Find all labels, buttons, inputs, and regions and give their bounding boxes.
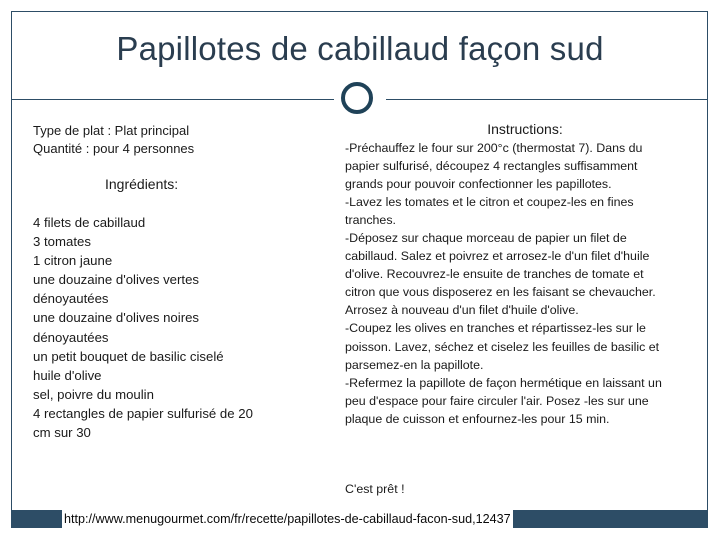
ingredients-list <box>33 213 273 442</box>
instructions-heading: Instructions: <box>487 121 563 137</box>
instruction-step: -Déposez sur chaque morceau de papier un filet de cabillaud. Salez et poivrez et arrosez-le d'un filet d'huile d'olive. Recouvrez-le ensuite de tranches de tomate et citron que vous disposerez en les faisant se chevaucher. Arrosez à nouveau d'un filet d'huile d'olive. <box>345 231 656 318</box>
circle-ornament-icon <box>341 82 373 114</box>
list-item: 3 tomates <box>33 234 91 250</box>
ingredients-heading: Ingrédients: <box>105 176 179 192</box>
list-item: un petit bouquet de basilic ciselé <box>33 348 224 364</box>
list-item: 4 rectangles de papier sulfurisé de 20 cm sur 30 <box>33 405 253 441</box>
source-link[interactable]: http://www.menugourmet.com/fr/recette/papillotes-de-cabillaud-facon-sud,12437 <box>64 512 511 526</box>
list-item: huile d'olive <box>33 367 102 383</box>
dish-type: Type de plat : Plat principal <box>33 123 190 138</box>
instruction-step: -Préchauffez le four sur 200°c (thermostat 7). Dans du papier sulfurisé, découpez 4 rectangles suffisamment grands pour pouvoir confectionner les papillotes. <box>345 141 643 192</box>
list-item: une douzaine d'olives vertes dénoyautées <box>33 272 200 307</box>
list-item: sel, poivre du moulin <box>33 386 154 402</box>
instruction-step: -Coupez les olives en tranches et répartissez-les sur le poisson. Lavez, séchez et ciselez les feuilles de basilic et parsemez-en la papillote. <box>345 321 660 372</box>
instructions-text <box>345 139 675 428</box>
servings: Quantité : pour 4 personnes <box>33 141 195 156</box>
list-item: 1 citron jaune <box>33 253 113 269</box>
page-title: Papillotes de cabillaud façon sud <box>116 30 604 67</box>
list-item: une douzaine d'olives noires dénoyautées <box>33 310 200 345</box>
recipe-meta <box>33 122 313 158</box>
instruction-step: -Lavez les tomates et le citron et coupez-les en fines tranches. <box>345 195 634 228</box>
list-item: 4 filets de cabillaud <box>33 215 146 230</box>
closing-note: C'est prêt ! <box>345 482 405 496</box>
instruction-step: -Refermez la papillote de façon hermétique en laissant un peu d'espace pour faire circuler l'air. Posez -les sur une plaque de cuisson et enfournez-les pour 15 min. <box>345 375 662 426</box>
